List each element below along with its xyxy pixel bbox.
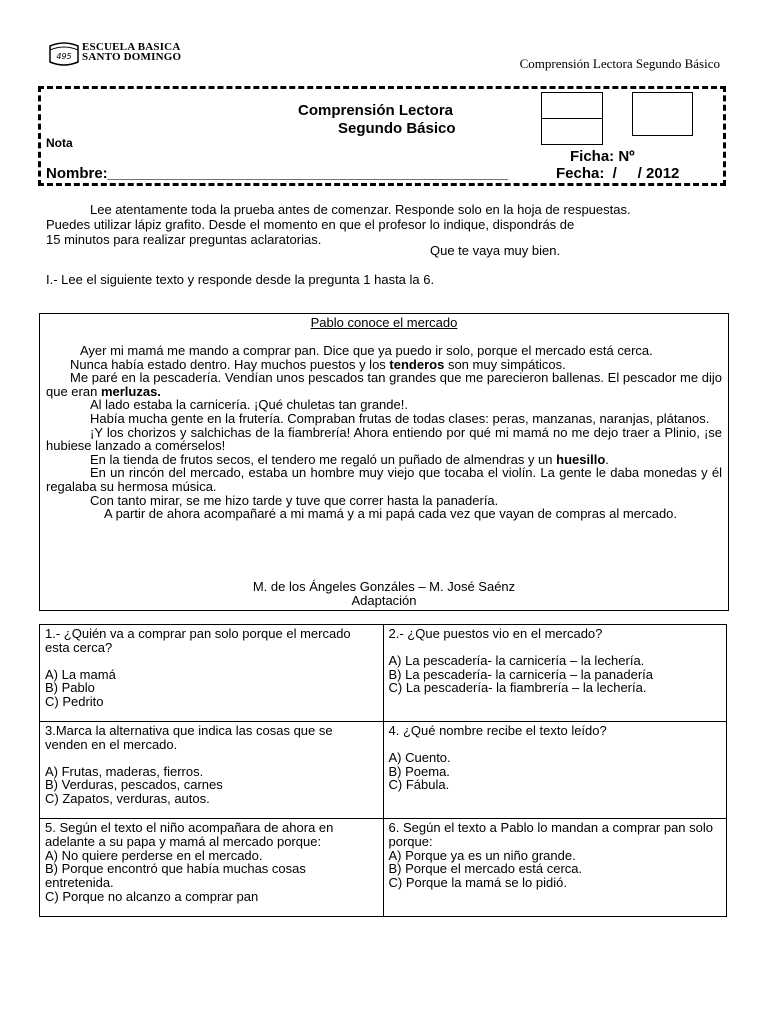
sheet-number-label: Ficha: Nº [570,148,635,165]
story-author: M. de los Ángeles Gonzáles – M. José Saénz [252,579,516,594]
grade-box[interactable] [632,92,693,136]
bold-word: tenderos [389,356,445,372]
question-text: 2.- ¿Que puestos vio en el mercado? [388,626,603,641]
option-a[interactable]: A) Porque ya es un niño grande. [388,847,576,863]
option-a[interactable]: A) Cuento. [388,749,451,765]
option-a[interactable]: A) No quiere perderse en el mercado. [45,847,263,863]
test-grade: Segundo Básico [338,120,456,137]
question-text: 4. ¿Qué nombre recibe el texto leído? [388,723,607,738]
instruction-line: Puedes utilizar lápiz grafito. Desde el momento en que el profesor lo indique, dispondrás de [46,217,575,232]
story-paragraph: En la tienda de frutos secos, el tendero me regaló un puñado de almendras y un huesillo. [90,451,609,467]
story-paragraph: En un rincón del mercado, estaba un hombre muy viejo que tocaba el violín. La gente le daba monedas y él regalaba su hermosa música. [46,465,722,494]
option-c[interactable]: C) Zapatos, verduras, autos. [45,791,210,807]
school-line2: SANTO DOMINGO [82,51,182,63]
story-paragraph: Me paré en la pescadería. Vendían unos pescados tan grandes que me parecieron ballenas. El pescador me dijo que eran merluzas. [46,370,722,399]
story-paragraph: Ayer mi mamá me mando a comprar pan. Dice que ya puedo ir solo, porque el mercado está cerca. [80,343,653,358]
questions-table [39,624,727,917]
story-paragraph: A partir de ahora acompañaré a mi mamá y a mi papá cada vez que vayan de compras al mercado. [104,506,678,522]
story-paragraph: Nunca había estado dentro. Hay muchos puestos y los tenderos son muy simpáticos. [70,356,566,372]
option-c[interactable]: C) Pedrito [45,694,104,710]
good-luck-message: Que te vaya muy bien. [430,243,561,258]
option-b[interactable]: B) Poema. [388,763,450,779]
score-box-top[interactable] [541,92,603,119]
option-c[interactable]: C) Porque la mamá se lo pidió. [388,875,567,891]
story-credits [40,580,728,608]
option-c[interactable]: C) Fábula. [388,777,450,793]
school-name [82,42,181,62]
instruction-line: 15 minutos para realizar preguntas aclaratorias. [46,232,322,247]
instruction-line: Lee atentamente toda la prueba antes de comenzar. Responde solo en la hoja de respuestas. [90,202,631,217]
option-b[interactable]: B) Pablo [45,680,95,696]
question-2 [383,625,727,722]
option-b[interactable]: B) Porque encontró que había muchas cosas entretenida. [45,861,306,891]
question-6 [383,819,727,917]
school-crest-icon [48,40,80,68]
story-paragraph: Había mucha gente en la frutería. Compraban frutas de todas clases: peras, manzanas, naranjas, plátanos. [90,410,710,426]
school-line1: ESCUELA BASICA [82,41,181,53]
option-b[interactable]: B) La pescadería- la carnicería – la panadería [388,666,653,682]
option-a[interactable]: A) La mamá [45,666,116,682]
story-title: Pablo conoce el mercado [310,315,458,330]
story-text [46,344,722,521]
option-c[interactable]: C) La pescadería- la fiambrería – la lechería. [388,680,647,696]
option-c[interactable]: C) Porque no alcanzo a comprar pan [45,888,259,904]
option-b[interactable]: B) Verduras, pescados, carnes [45,777,223,793]
school-logo [48,40,188,68]
story-box [39,313,729,611]
grade-label: Nota [46,136,73,150]
instructions [46,202,726,247]
story-paragraph: ¡Y los chorizos y salchichas de la fiambrería! Ahora entiendo por qué mi mamá no me dejo traer a Plinio, ¡se hubiese lanzado a comérselos! [46,424,722,454]
date-field[interactable]: Fecha: / / 2012 [556,165,680,182]
score-box-bottom[interactable] [541,118,603,145]
bold-word: merluzas. [100,383,161,399]
option-a[interactable]: A) La pescadería- la carnicería – la lechería. [388,652,645,668]
logo-number: 495 [56,52,72,61]
question-text: 6. Según el texto a Pablo lo mandan a comprar pan solo porque: [388,820,713,849]
story-adaptation: Adaptación [351,593,417,608]
option-a[interactable]: A) Frutas, maderas, fierros. [45,763,204,779]
question-1 [40,625,384,722]
test-title: Comprensión Lectora [298,102,454,119]
question-5 [40,819,384,917]
question-text: 1.- ¿Quién va a comprar pan solo porque el mercado esta cerca? [45,626,351,655]
question-text: 5. Según el texto el niño acompañara de ahora en adelante a su papa y mamá al mercado porque: [45,820,334,849]
story-paragraph: Al lado estaba la carnicería. ¡Qué chuletas tan grande!. [90,397,408,413]
question-3 [40,722,384,819]
section-instruction: I.- Lee el siguiente texto y responde desde la pregunta 1 hasta la 6. [46,272,435,287]
bold-word: huesillo [556,451,606,467]
option-b[interactable]: B) Porque el mercado está cerca. [388,861,583,877]
header-subject-title: Comprensión Lectora Segundo Básico [519,56,720,71]
name-field[interactable]: Nombre:________________________________________________ [46,165,509,182]
story-paragraph: Con tanto mirar, se me hizo tarde y tuve que correr hasta la panadería. [90,492,499,508]
question-4 [383,722,727,819]
question-text: 3.Marca la alternativa que indica las cosas que se venden en el mercado. [45,723,333,752]
